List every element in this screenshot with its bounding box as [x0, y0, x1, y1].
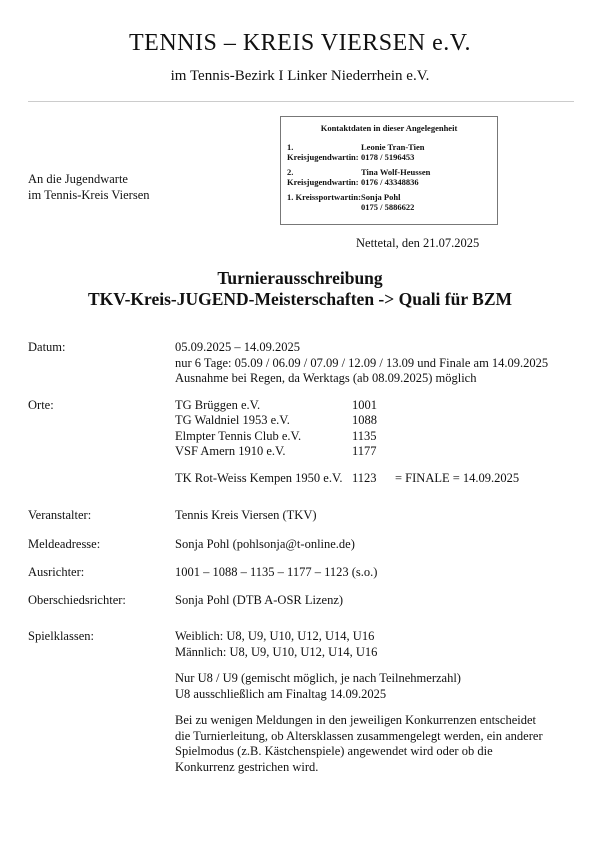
venue-code: 1123: [352, 470, 377, 485]
contact-person: [361, 192, 414, 213]
contact-name: Sonja Pohl: [361, 191, 401, 202]
org-header: [0, 0, 600, 85]
conditions-paragraph: Bei zu wenigen Meldungen in den jeweiligen Konkurrenzen entscheidet die Turnierleitung, ob Altersklassen zusammengelegt werden, ein anderer Spielmodus (z.B. Kästchenspiele) angewendet wird oder ob die Konkurrenz gestrichen wird.: [175, 713, 543, 774]
contact-role: 1. Kreissportwartin:: [287, 191, 361, 202]
detail-value: 1001 – 1088 – 1135 – 1177 – 1123 (s.o.): [175, 565, 378, 579]
contact-person: [361, 142, 425, 163]
datum-line: 05.09.2025 – 14.09.2025: [175, 340, 300, 354]
venue-code: 1135: [352, 428, 377, 443]
datum-line: Ausnahme bei Regen, da Werktags (ab 08.09.2025) möglich: [175, 371, 477, 385]
contact-row: [287, 167, 491, 188]
org-title: TENNIS – KREIS VIERSEN e.V.: [129, 30, 471, 56]
contact-phone: 0175 / 5886622: [361, 202, 415, 212]
recipient-line: im Tennis-Kreis Viersen: [28, 188, 150, 202]
datum-line: nur 6 Tage: 05.09 / 06.09 / 07.09 / 12.09 / 13.09 und Finale am 14.09.2025: [175, 355, 549, 370]
spielklassen-line: Männlich: U8, U9, U10, U12, U14, U16: [175, 644, 378, 659]
contact-box: [280, 116, 498, 225]
contact-role: 2. Kreisjugendwartin:: [287, 166, 359, 187]
org-subtitle: im Tennis-Bezirk I Linker Niederrhein e.V.: [170, 68, 430, 84]
venue-name: VSF Amern 1910 e.V.: [175, 444, 286, 458]
dateline: Nettetal, den 21.07.2025: [356, 236, 480, 250]
detail-row-meldeadresse: [28, 537, 576, 553]
detail-label: Orte:: [28, 397, 54, 412]
detail-value: [175, 340, 576, 387]
detail-value: Tennis Kreis Viersen (TKV): [175, 508, 317, 522]
detail-label: Oberschiedsrichter:: [28, 592, 126, 607]
detail-label: Datum:: [28, 340, 66, 354]
contact-role: 1. Kreisjugendwartin:: [287, 141, 359, 162]
recipient-line: An die Jugendwarte: [28, 172, 128, 186]
contact-row: [287, 142, 491, 163]
detail-value: Sonja Pohl (DTB A-OSR Lizenz): [175, 592, 344, 607]
spacer: [175, 460, 576, 471]
venue-name: TK Rot-Weiss Kempen 1950 e.V.: [175, 470, 343, 485]
recipient-address: [28, 171, 150, 203]
detail-label: Ausrichter:: [28, 565, 85, 579]
detail-value: [175, 398, 576, 487]
contact-name: Leonie Tran-Tien: [361, 141, 425, 152]
spielklassen-line: Weiblich: U8, U9, U10, U12, U14, U16: [175, 629, 375, 643]
document-title-line1: Turnierausschreibung: [217, 268, 383, 288]
venue-code: 1177: [352, 444, 377, 458]
finale-row: [175, 471, 576, 487]
detail-label: Spielklassen:: [28, 629, 94, 643]
venue-row: [175, 429, 576, 445]
document-title: [0, 268, 600, 310]
contact-row: [287, 192, 491, 213]
detail-row-spielklassen: [28, 629, 576, 775]
venue-row: [175, 398, 576, 414]
contact-name: Tina Wolf-Heussen: [361, 166, 431, 177]
detail-row-orte: [28, 398, 576, 487]
details-section: [28, 340, 576, 775]
spacer: [175, 702, 576, 713]
venue-name: Elmpter Tennis Club e.V.: [175, 428, 302, 443]
detail-row-ausrichter: [28, 565, 576, 581]
detail-value: Sonja Pohl (pohlsonja@t-online.de): [175, 536, 355, 551]
detail-row-datum: [28, 340, 576, 387]
venue-row: [175, 413, 576, 429]
spielklassen-note: U8 ausschließlich am Finaltag 14.09.2025: [175, 686, 387, 701]
venue-name: TG Brüggen e.V.: [175, 397, 261, 412]
detail-row-oberschiedsrichter: [28, 593, 576, 609]
detail-label: Veranstalter:: [28, 508, 92, 522]
venue-code: 1088: [352, 413, 377, 427]
contact-person: [361, 167, 430, 188]
detail-row-veranstalter: [28, 508, 576, 524]
contact-phone: 0176 / 43348836: [361, 177, 419, 187]
detail-label: Meldeadresse:: [28, 536, 101, 551]
detail-value: [175, 629, 576, 775]
header-divider: [28, 101, 574, 102]
document-title-line2: TKV-Kreis-JUGEND-Meisterschaften -> Quali für BZM: [87, 289, 513, 309]
spielklassen-note: Nur U8 / U9 (gemischt möglich, je nach Teilnehmerzahl): [175, 671, 461, 685]
spacer: [175, 660, 576, 671]
venue-row: [175, 444, 576, 460]
contact-phone: 0178 / 5196453: [361, 152, 415, 162]
venue-name: TG Waldniel 1953 e.V.: [175, 413, 290, 427]
finale-note: = FINALE = 14.09.2025: [395, 470, 520, 485]
venue-code: 1001: [352, 397, 377, 412]
contact-box-title: Kontaktdaten in dieser Angelegenheit: [320, 123, 458, 133]
